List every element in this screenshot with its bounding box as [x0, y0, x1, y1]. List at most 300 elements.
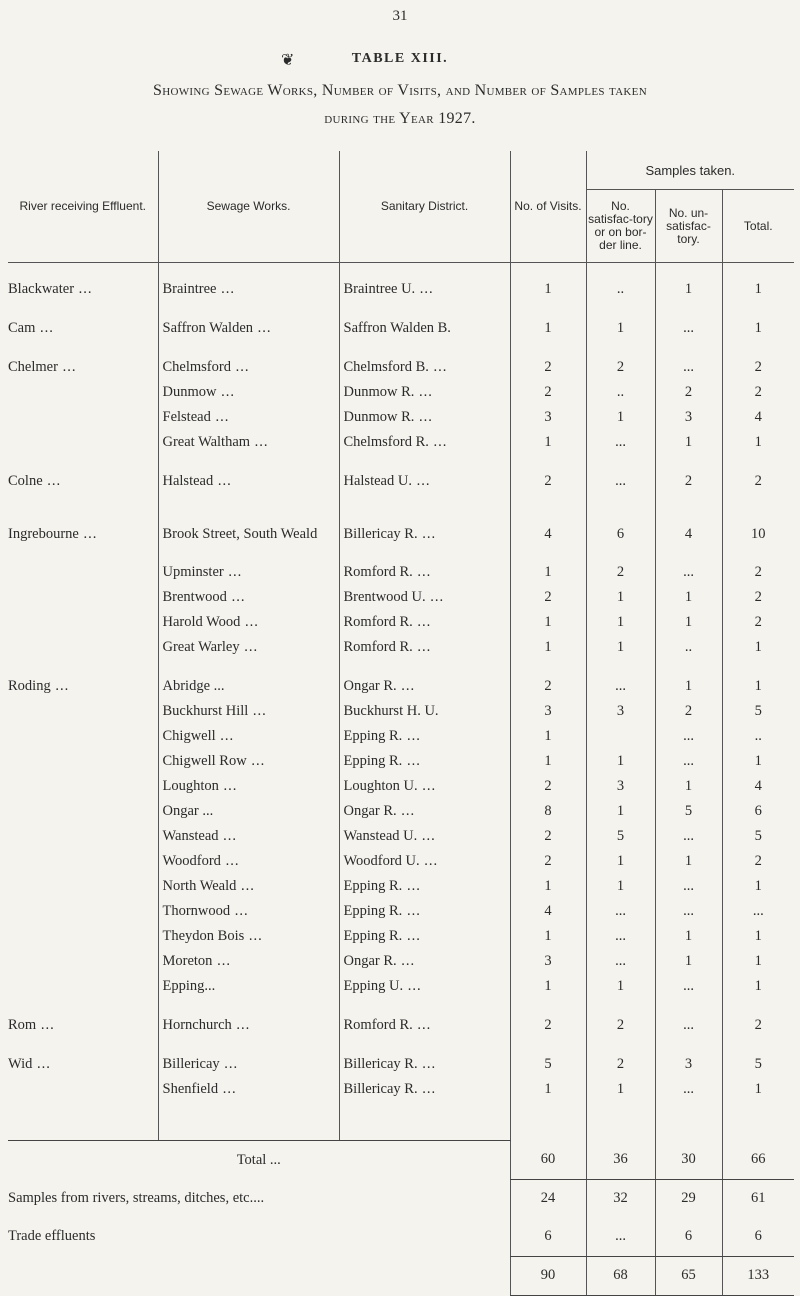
unsatisfactory-cell: ...	[655, 874, 722, 899]
satisfactory-cell: 1	[586, 974, 655, 999]
river-cell: Cam ...	[8, 316, 158, 341]
spacer-cell	[339, 341, 510, 355]
header-satisfactory: No. satisfac-tory or on bor-der line.	[586, 190, 655, 263]
table-row	[8, 924, 794, 949]
unsatisfactory-cell: ...	[655, 1013, 722, 1038]
satisfactory-cell: ...	[586, 430, 655, 455]
works-cell: Buckhurst Hill ...	[158, 699, 339, 724]
visits-cell: 3	[510, 949, 586, 974]
satisfactory-cell: 1	[586, 874, 655, 899]
printer-mark-icon: ❦	[281, 52, 295, 69]
visits-cell: 1	[510, 724, 586, 749]
spacer-cell	[586, 1102, 655, 1141]
spacer-cell	[586, 341, 655, 355]
total-cell: 2	[722, 585, 794, 610]
total-cell: 2	[722, 1013, 794, 1038]
river-cell	[8, 1077, 158, 1102]
total-cell: 1	[722, 277, 794, 302]
table-row	[8, 824, 794, 849]
river-cell: Rom ...	[8, 1013, 158, 1038]
spacer-cell	[339, 263, 510, 278]
spacer-cell	[510, 302, 586, 316]
works-cell: Billericay ...	[158, 1052, 339, 1077]
header-works: Sewage Works.	[158, 151, 339, 263]
visits-cell: 2	[510, 380, 586, 405]
table-row	[8, 1052, 794, 1077]
unsatisfactory-cell: ...	[655, 749, 722, 774]
works-cell: Saffron Walden ...	[158, 316, 339, 341]
table-row	[8, 635, 794, 660]
river-cell	[8, 380, 158, 405]
sewage-works-table	[8, 151, 794, 1296]
spacer-cell	[655, 1038, 722, 1052]
district-cell: Ongar R. ...	[339, 799, 510, 824]
table-row	[8, 1013, 794, 1038]
satisfactory-cell: 1	[586, 749, 655, 774]
spacer-cell	[510, 1102, 586, 1141]
works-cell: Harold Wood ...	[158, 610, 339, 635]
satisfactory-cell: 1	[586, 405, 655, 430]
spacer-cell	[722, 341, 794, 355]
spacer-cell	[158, 1038, 339, 1052]
works-cell: Ongar ...	[158, 799, 339, 824]
satisfactory-cell: 3	[586, 699, 655, 724]
spacer-cell	[586, 999, 655, 1013]
spacer-row	[8, 1038, 794, 1052]
spacer-cell	[655, 302, 722, 316]
spacer-cell	[339, 1038, 510, 1052]
spacer-cell	[722, 302, 794, 316]
spacer-cell	[158, 302, 339, 316]
satisfactory-cell: 36	[586, 1141, 655, 1180]
river-cell	[8, 824, 158, 849]
unsatisfactory-cell: 4	[655, 508, 722, 560]
satisfactory-cell: 3	[586, 774, 655, 799]
spacer-cell	[722, 1038, 794, 1052]
unsatisfactory-cell: 3	[655, 405, 722, 430]
header-samples-group: Samples taken.	[586, 151, 794, 190]
visits-cell: 2	[510, 585, 586, 610]
spacer-cell	[510, 263, 586, 278]
unsatisfactory-cell: 2	[655, 469, 722, 494]
table-row	[8, 316, 794, 341]
table-row	[8, 430, 794, 455]
total-cell: 1	[722, 874, 794, 899]
river-cell: Chelmer ...	[8, 355, 158, 380]
total-cell: 10	[722, 508, 794, 560]
district-cell: Loughton U. ...	[339, 774, 510, 799]
river-cell	[8, 560, 158, 585]
unsatisfactory-cell: 2	[655, 699, 722, 724]
district-cell: Billericay R. ...	[339, 508, 510, 560]
table-row	[8, 799, 794, 824]
district-cell: Romford R. ...	[339, 1013, 510, 1038]
spacer-cell	[339, 1102, 510, 1141]
table-row	[8, 874, 794, 899]
table-row	[8, 585, 794, 610]
visits-cell: 6	[510, 1218, 586, 1257]
unsatisfactory-cell: 6	[655, 1218, 722, 1257]
district-cell: Epping R. ...	[339, 899, 510, 924]
satisfactory-cell: ...	[586, 674, 655, 699]
spacer-cell	[8, 302, 158, 316]
table-row	[8, 674, 794, 699]
table-row	[8, 355, 794, 380]
satisfactory-cell: 5	[586, 824, 655, 849]
total-cell: 2	[722, 849, 794, 874]
unsatisfactory-cell: ...	[655, 560, 722, 585]
satisfactory-cell: 1	[586, 799, 655, 824]
works-cell: Wanstead ...	[158, 824, 339, 849]
satisfactory-cell: 6	[586, 508, 655, 560]
total-cell: 2	[722, 560, 794, 585]
unsatisfactory-cell: 1	[655, 430, 722, 455]
total-cell: 4	[722, 774, 794, 799]
visits-cell: 2	[510, 849, 586, 874]
river-cell	[8, 749, 158, 774]
unsatisfactory-cell: 1	[655, 277, 722, 302]
river-cell: Blackwater ...	[8, 277, 158, 302]
district-cell: Epping R. ...	[339, 874, 510, 899]
satisfactory-cell: 32	[586, 1179, 655, 1218]
river-cell: Ingrebourne ...	[8, 508, 158, 560]
satisfactory-cell: 1	[586, 849, 655, 874]
works-cell: Loughton ...	[158, 774, 339, 799]
visits-cell: 2	[510, 469, 586, 494]
works-cell: Great Warley ...	[158, 635, 339, 660]
unsatisfactory-cell: 1	[655, 774, 722, 799]
visits-cell: 90	[510, 1256, 586, 1295]
satisfactory-cell: ..	[586, 380, 655, 405]
unsatisfactory-cell: ...	[655, 1077, 722, 1102]
works-cell: Felstead ...	[158, 405, 339, 430]
satisfactory-cell	[586, 724, 655, 749]
table-row	[8, 724, 794, 749]
district-cell: Romford R. ...	[339, 635, 510, 660]
spacer-cell	[158, 1102, 339, 1141]
header-row	[8, 151, 794, 190]
district-cell: Ongar R. ...	[339, 674, 510, 699]
table-row	[8, 610, 794, 635]
total-cell: 4	[722, 405, 794, 430]
total-cell: 5	[722, 699, 794, 724]
grand-total-row	[8, 1256, 794, 1295]
satisfactory-cell: ...	[586, 924, 655, 949]
spacer-cell	[8, 263, 158, 278]
visits-cell: 60	[510, 1141, 586, 1180]
spacer-cell	[510, 1038, 586, 1052]
table-body	[8, 263, 794, 1296]
unsatisfactory-cell: ...	[655, 724, 722, 749]
works-cell: Abridge ...	[158, 674, 339, 699]
spacer-cell	[722, 263, 794, 278]
spacer-cell	[158, 660, 339, 674]
unsatisfactory-cell: ...	[655, 824, 722, 849]
samples-rivers-row-label: Samples from rivers, streams, ditches, etc....	[8, 1189, 265, 1206]
table-title: TABLE XIII.	[351, 51, 449, 66]
district-cell: Halstead U. ...	[339, 469, 510, 494]
district-cell: Epping U. ...	[339, 974, 510, 999]
district-cell: Woodford U. ...	[339, 849, 510, 874]
spacer-row	[8, 302, 794, 316]
spacer-cell	[158, 494, 339, 508]
satisfactory-cell: 2	[586, 1013, 655, 1038]
total-cell: 66	[722, 1141, 794, 1180]
table-row	[8, 277, 794, 302]
total-cell: 1	[722, 974, 794, 999]
header-total: Total.	[722, 190, 794, 263]
table-row	[8, 699, 794, 724]
spacer-cell	[722, 494, 794, 508]
spacer-cell	[586, 494, 655, 508]
spacer-cell	[655, 1102, 722, 1141]
spacer-cell	[8, 1102, 158, 1141]
river-cell: Colne ...	[8, 469, 158, 494]
visits-cell: 2	[510, 355, 586, 380]
river-cell	[8, 610, 158, 635]
visits-cell: 1	[510, 1077, 586, 1102]
spacer-cell	[722, 999, 794, 1013]
visits-cell: 1	[510, 974, 586, 999]
visits-cell: 2	[510, 824, 586, 849]
spacer-cell	[158, 341, 339, 355]
spacer-cell	[722, 1102, 794, 1141]
district-cell: Buckhurst H. U.	[339, 699, 510, 724]
district-cell: Saffron Walden B.	[339, 316, 510, 341]
unsatisfactory-cell: ...	[655, 974, 722, 999]
spacer-cell	[158, 999, 339, 1013]
district-cell: Ongar R. ...	[339, 949, 510, 974]
trade-effluents-row	[8, 1218, 794, 1257]
spacer-cell	[8, 999, 158, 1013]
river-cell: Wid ...	[8, 1052, 158, 1077]
district-cell: Billericay R. ...	[339, 1052, 510, 1077]
spacer-row	[8, 455, 794, 469]
table-row	[8, 560, 794, 585]
works-cell: Thornwood ...	[158, 899, 339, 924]
total-cell: 1	[722, 1077, 794, 1102]
caption-line-2: during the Year 1927.	[324, 110, 476, 127]
total-cell: 2	[722, 355, 794, 380]
works-cell: Chelmsford ...	[158, 355, 339, 380]
satisfactory-cell: ..	[586, 277, 655, 302]
unsatisfactory-cell: ...	[655, 316, 722, 341]
works-cell: Upminster ...	[158, 560, 339, 585]
river-cell	[8, 699, 158, 724]
district-cell: Epping R. ...	[339, 724, 510, 749]
satisfactory-cell: 68	[586, 1256, 655, 1295]
total-cell: 2	[722, 469, 794, 494]
visits-cell: 2	[510, 1013, 586, 1038]
table-row	[8, 749, 794, 774]
visits-cell: 8	[510, 799, 586, 824]
works-cell: Chigwell Row ...	[158, 749, 339, 774]
satisfactory-cell: 1	[586, 1077, 655, 1102]
satisfactory-cell: ...	[586, 899, 655, 924]
visits-cell: 1	[510, 277, 586, 302]
river-cell	[8, 799, 158, 824]
district-cell: Chelmsford R. ...	[339, 430, 510, 455]
works-cell: North Weald ...	[158, 874, 339, 899]
works-cell: Braintree ...	[158, 277, 339, 302]
unsatisfactory-cell: 5	[655, 799, 722, 824]
unsatisfactory-cell: 2	[655, 380, 722, 405]
river-cell: Roding ...	[8, 674, 158, 699]
visits-cell: 3	[510, 699, 586, 724]
spacer-cell	[339, 455, 510, 469]
caption-line-1: Showing Sewage Works, Number of Visits, and Number of Samples taken	[153, 82, 647, 99]
river-cell	[8, 405, 158, 430]
visits-cell: 1	[510, 610, 586, 635]
total-cell: 61	[722, 1179, 794, 1218]
spacer-row	[8, 494, 794, 508]
spacer-cell	[510, 494, 586, 508]
spacer-row	[8, 660, 794, 674]
total-cell: 5	[722, 824, 794, 849]
satisfactory-cell: 1	[586, 585, 655, 610]
river-cell	[8, 585, 158, 610]
satisfactory-cell: 1	[586, 635, 655, 660]
total-cell: 1	[722, 316, 794, 341]
trade-effluents-row-label: Trade effluents	[8, 1228, 96, 1245]
table-row	[8, 849, 794, 874]
spacer-cell	[8, 341, 158, 355]
river-cell	[8, 974, 158, 999]
table-row	[8, 405, 794, 430]
total-cell: 1	[722, 949, 794, 974]
visits-cell: 4	[510, 508, 586, 560]
works-cell: Shenfield ...	[158, 1077, 339, 1102]
spacer-cell	[8, 660, 158, 674]
total-row	[8, 1141, 794, 1180]
river-cell	[8, 874, 158, 899]
works-cell: Halstead ...	[158, 469, 339, 494]
unsatisfactory-cell: 29	[655, 1179, 722, 1218]
spacer-cell	[655, 263, 722, 278]
satisfactory-cell: 2	[586, 355, 655, 380]
works-cell: Hornchurch ...	[158, 1013, 339, 1038]
satisfactory-cell: ...	[586, 469, 655, 494]
unsatisfactory-cell: 1	[655, 610, 722, 635]
works-cell: Theydon Bois ...	[158, 924, 339, 949]
river-cell	[8, 774, 158, 799]
district-cell: Romford R. ...	[339, 560, 510, 585]
spacer-cell	[586, 455, 655, 469]
spacer-cell	[586, 302, 655, 316]
district-cell: Romford R. ...	[339, 610, 510, 635]
works-cell: Chigwell ...	[158, 724, 339, 749]
total-cell: 1	[722, 674, 794, 699]
visits-cell: 1	[510, 924, 586, 949]
visits-cell: 3	[510, 405, 586, 430]
spacer-cell	[586, 1038, 655, 1052]
unsatisfactory-cell: 1	[655, 585, 722, 610]
visits-cell: 1	[510, 635, 586, 660]
table-row	[8, 1077, 794, 1102]
district-cell: Brentwood U. ...	[339, 585, 510, 610]
total-cell: 2	[722, 610, 794, 635]
visits-cell: 4	[510, 899, 586, 924]
visits-cell: 2	[510, 774, 586, 799]
total-cell: 1	[722, 749, 794, 774]
unsatisfactory-cell: 1	[655, 924, 722, 949]
total-cell: 6	[722, 1218, 794, 1257]
visits-cell: 1	[510, 749, 586, 774]
visits-cell: 1	[510, 874, 586, 899]
visits-cell: 24	[510, 1179, 586, 1218]
table-row	[8, 508, 794, 560]
river-cell	[8, 924, 158, 949]
works-cell: Dunmow ...	[158, 380, 339, 405]
visits-cell: 2	[510, 674, 586, 699]
satisfactory-cell: 2	[586, 1052, 655, 1077]
spacer-cell	[655, 660, 722, 674]
total-row-label: Total ...	[236, 1151, 281, 1168]
works-cell: Great Waltham ...	[158, 430, 339, 455]
river-cell	[8, 899, 158, 924]
district-cell: Wanstead U. ...	[339, 824, 510, 849]
unsatisfactory-cell: 65	[655, 1256, 722, 1295]
total-cell: 1	[722, 430, 794, 455]
spacer-cell	[8, 1038, 158, 1052]
unsatisfactory-cell: ...	[655, 899, 722, 924]
satisfactory-cell: 1	[586, 610, 655, 635]
unsatisfactory-cell: ...	[655, 355, 722, 380]
river-cell	[8, 849, 158, 874]
table-row	[8, 974, 794, 999]
spacer-cell	[158, 263, 339, 278]
spacer-row	[8, 341, 794, 355]
spacer-cell	[655, 494, 722, 508]
satisfactory-cell: 2	[586, 560, 655, 585]
spacer-row	[8, 263, 794, 278]
total-cell: ...	[722, 899, 794, 924]
satisfactory-cell: ...	[586, 949, 655, 974]
total-cell: 1	[722, 924, 794, 949]
district-cell: Epping R. ...	[339, 924, 510, 949]
district-cell: Dunmow R. ...	[339, 405, 510, 430]
page-number: 31	[392, 8, 408, 24]
district-cell: Dunmow R. ...	[339, 380, 510, 405]
spacer-cell	[510, 660, 586, 674]
district-cell: Billericay R. ...	[339, 1077, 510, 1102]
unsatisfactory-cell: 30	[655, 1141, 722, 1180]
samples-rivers-row	[8, 1179, 794, 1218]
visits-cell: 1	[510, 560, 586, 585]
works-cell: Brook Street, South Weald	[158, 508, 339, 560]
unsatisfactory-cell: 1	[655, 849, 722, 874]
unsatisfactory-cell: 3	[655, 1052, 722, 1077]
total-cell: 2	[722, 380, 794, 405]
district-cell: Chelmsford B. ...	[339, 355, 510, 380]
district-cell: Braintree U. ...	[339, 277, 510, 302]
table-row	[8, 899, 794, 924]
works-cell: Brentwood ...	[158, 585, 339, 610]
spacer-cell	[8, 494, 158, 508]
table-row	[8, 774, 794, 799]
total-cell: 133	[722, 1256, 794, 1295]
table-row	[8, 380, 794, 405]
district-cell: Epping R. ...	[339, 749, 510, 774]
works-cell: Epping...	[158, 974, 339, 999]
spacer-cell	[339, 660, 510, 674]
spacer-cell	[339, 999, 510, 1013]
unsatisfactory-cell: ..	[655, 635, 722, 660]
works-cell: Moreton ...	[158, 949, 339, 974]
spacer-cell	[510, 999, 586, 1013]
spacer-row	[8, 999, 794, 1013]
satisfactory-cell: ...	[586, 1218, 655, 1257]
